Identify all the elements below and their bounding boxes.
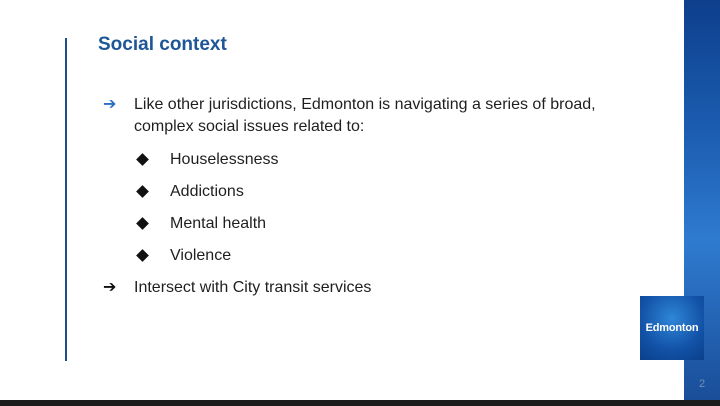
diamond-bullet-icon [136, 153, 149, 166]
diamond-bullet-icon [136, 185, 149, 198]
diamond-bullet-icon [136, 249, 149, 262]
sub-item-mental-health: Mental health [170, 215, 267, 232]
arrow-icon: ➔ [103, 96, 117, 113]
bullet-text-transit: Intersect with City transit services [134, 279, 372, 296]
left-accent-rule [65, 38, 67, 361]
page-number: 2 [699, 378, 706, 390]
edmonton-logo [640, 296, 704, 360]
arrow-icon: ➔ [103, 279, 117, 296]
slide-title: Social context [98, 34, 227, 55]
diamond-bullet-icon [136, 217, 149, 230]
sub-item-houselessness: Houselessness [170, 151, 279, 168]
logo-wordmark: Edmonton [645, 322, 699, 334]
sub-item-addictions: Addictions [170, 183, 244, 200]
bottom-border [0, 400, 720, 406]
bullet-text-jurisdictions: Like other jurisdictions, Edmonton is navigating a series of broad, complex social issues related to: [134, 96, 596, 135]
sub-item-violence: Violence [170, 247, 232, 264]
